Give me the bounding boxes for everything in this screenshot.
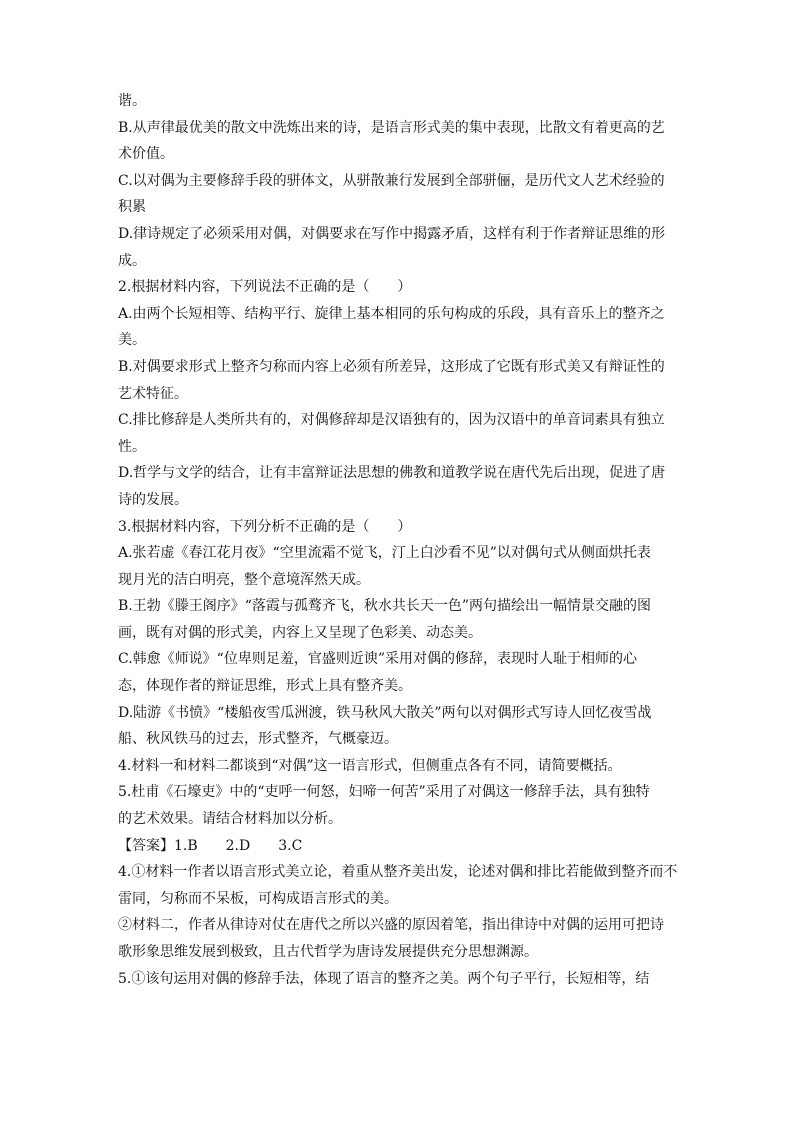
answer-5-point-1: 5.①该句运用对偶的修辞手法，体现了语言的整齐之美。两个句子平行，长短相等，结 [118,970,650,987]
text-line: 诗的发展。 [118,491,188,508]
option-a-text: A.张若虚《春江花月夜》“空里流霜不觉飞，汀上白沙看不见”以对偶句式从侧面烘托表 [118,545,651,562]
option-d-text: D.陆游《书愤》“楼船夜雪瓜洲渡，铁马秋风大散关”两句以对偶形式写诗人回忆夜雪战 [118,704,652,721]
text-line: 术价值。 [118,146,174,163]
option-d-text: D.律诗规定了必须采用对偶，对偶要求在写作中揭露矛盾，这样有利于作者辩证思维的形 [118,225,666,242]
text-line: 成。 [118,252,146,269]
answer-key: 【答案】1.B 2.D 3.C [118,837,303,854]
option-c-text: C.排比修辞是人类所共有的，对偶修辞却是汉语独有的，因为汉语中的单音词素具有独立 [118,412,665,429]
option-c-text: C.以对偶为主要修辞手段的骈体文，从骈散兼行发展到全部骈俪，是历代文人艺术经验的 [118,172,665,189]
text-line: 歌形象思维发展到极致，且古代哲学为唐诗发展提供充分思想渊源。 [118,944,538,960]
question-4: 4.材料一和材料二都谈到“对偶”这一语言形式，但侧重点各有不同，请简要概括。 [118,757,622,774]
text-line: 积累 [118,199,146,216]
text-line: 船、秋风铁马的过去，形式整齐，气概豪迈。 [118,731,398,748]
option-c-text: C.韩愈《师说》“位卑则足羞，官盛则近谀”采用对偶的修辞，表现时人耻于相师的心 [118,651,637,668]
question-3: 3.根据材料内容，下列分析不正确的是（ ） [118,518,412,535]
option-a-text: A.由两个长短相等、结构平行、旋律上基本相同的乐句构成的乐段，具有音乐上的整齐之 [118,305,665,322]
text-line: 艺术特征。 [118,385,188,402]
option-b-text: B.对偶要求形式上整齐匀称而内容上必须有所差异，这形成了它既有形式美又有辩证性的 [118,358,665,375]
text-line: 的艺术效果。请结合材料加以分析。 [118,811,342,828]
answer-4-point-2: ②材料二，作者从律诗对仗在唐代之所以兴盛的原因着笔，指出律诗中对偶的运用可把诗 [118,917,664,934]
question-5: 5.杜甫《石壕吏》中的“吏呼一何怒，妇啼一何苦”采用了对偶这一修辞手法，具有独特 [118,784,650,801]
question-2: 2.根据材料内容，下列说法不正确的是（ ） [118,279,412,296]
text-line: 现月光的洁白明亮，整个意境浑然天成。 [118,571,370,588]
answer-4-point-1: 4.①材料一作者以语言形式美立论，着重从整齐美出发，论述对偶和排比若能做到整齐而不 [118,864,678,881]
text-line: 美。 [118,332,146,349]
text-line: 雷同，匀称而不呆板，可构成语言形式的美。 [118,890,398,907]
document-page [118,88,678,992]
option-d-text: D.哲学与文学的结合，让有丰富辩证法思想的佛教和道教学说在唐代先后出现，促进了唐 [118,465,666,482]
option-b-text: B.从声律最优美的散文中洗炼出来的诗，是语言形式美的集中表现，比散文有着更高的艺 [118,119,665,136]
text-line: 态，体现作者的辩证思维，形式上具有整齐美。 [118,678,412,695]
text-line: 性。 [118,438,146,455]
option-b-text: B.王勃《滕王阁序》“落霞与孤鹜齐飞，秋水共长天一色”两句描绘出一幅情景交融的图 [118,598,652,615]
text-line: 谐。 [118,93,146,109]
text-line: 画，既有对偶的形式美，内容上又呈现了色彩美、动态美。 [118,624,482,641]
